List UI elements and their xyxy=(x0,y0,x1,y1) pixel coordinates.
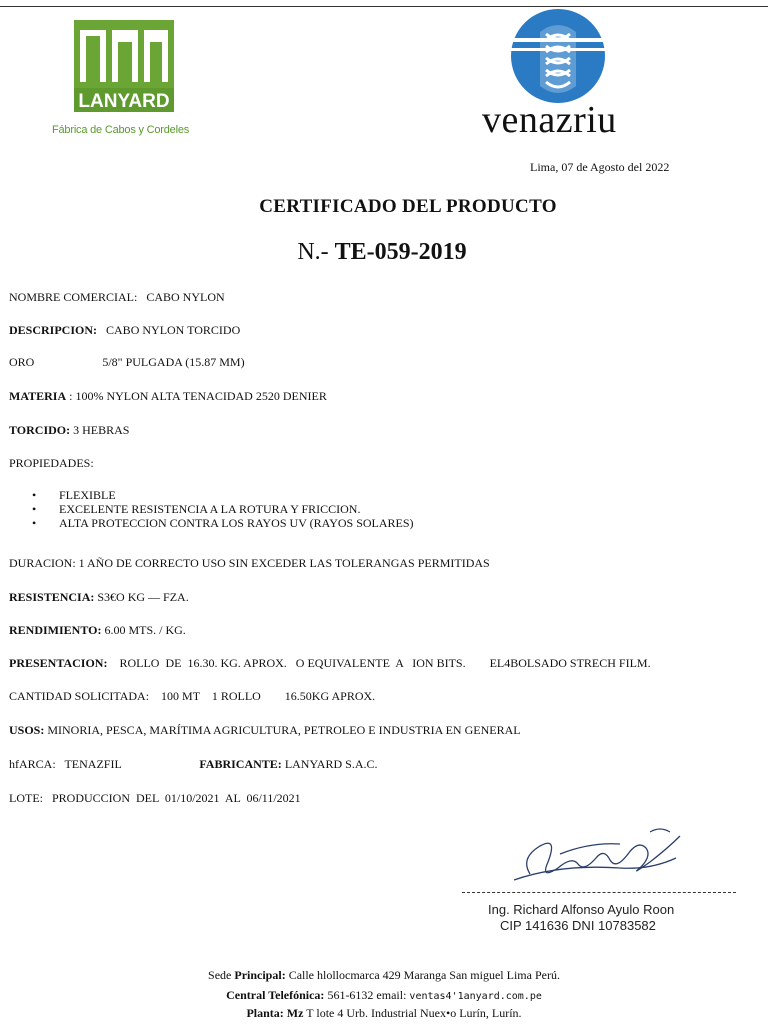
presentacion-row xyxy=(9,656,651,671)
certificate-number-prefix: N.- xyxy=(297,239,329,265)
svg-text:LANYARD: LANYARD xyxy=(78,91,170,112)
nombre-comercial-value: CABO NYLON xyxy=(146,290,225,304)
propiedad-text: EXCELENTE RESISTENCIA A LA ROTURA Y FRICCION. xyxy=(59,502,361,516)
torcido-label: TORCIDO: xyxy=(9,423,71,437)
footer-central xyxy=(0,988,768,1003)
materia-label: MATERIA xyxy=(9,389,67,403)
propiedad-text: FLEXIBLE xyxy=(59,488,116,502)
list-item xyxy=(32,488,414,502)
presentacion-value: ROLLO DE 16.30. KG. APROX. O EQUIVALENTE A ION BITS. EL4BOLSADO STRECH FILM. xyxy=(119,656,651,670)
footer-planta xyxy=(0,1006,768,1021)
footer-planta-value: T lote 4 Urb. Industrial Nuex•o Lurín, Lurín. xyxy=(306,1006,522,1020)
nombre-comercial-row xyxy=(9,290,225,305)
resistencia-row xyxy=(9,590,189,605)
lote-row: LOTE: PRODUCCION DEL 01/10/2021 AL 06/11/2021 xyxy=(9,791,301,805)
venazriu-logo-icon xyxy=(510,8,606,104)
usos-value: MINORIA, PESCA, MARÍTIMA AGRICULTURA, PETROLEO E INDUSTRIA EN GENERAL xyxy=(47,723,521,737)
document-date: Lima, 07 de Agosto del 2022 xyxy=(530,160,670,174)
rendimiento-row xyxy=(9,623,186,638)
resistencia-label: RESISTENCIA: xyxy=(9,590,95,604)
certificate-number xyxy=(0,239,764,266)
presentacion-label: PRESENTACION: xyxy=(9,656,108,670)
footer-central-value: 561-6132 email: xyxy=(327,988,407,1002)
cantidad-value: 100 MT 1 ROLLO 16.50KG APROX. xyxy=(161,689,376,703)
cantidad-label: CANTIDAD SOLICITADA: xyxy=(9,689,150,703)
nombre-comercial-label: NOMBRE COMERCIAL: xyxy=(9,290,138,304)
bullet-icon: • xyxy=(32,488,37,502)
marca-row xyxy=(9,757,378,772)
rendimiento-label: RENDIMIENTO: xyxy=(9,623,102,637)
document-title: CERTIFICADO DEL PRODUCTO xyxy=(259,196,557,217)
footer-sede-label: Principal: xyxy=(234,968,286,982)
certificate-number-code: TE-059-2019 xyxy=(334,239,467,265)
bullet-icon: • xyxy=(32,502,37,516)
signature-name: Ing. Richard Alfonso Ayulo Roon xyxy=(488,902,675,917)
materia-value: : 100% NYLON ALTA TENACIDAD 2520 DENIER xyxy=(69,389,327,403)
torcido-row xyxy=(9,423,129,438)
oro-row xyxy=(9,355,245,370)
oro-value: 5/8" PULGADA (15.87 MM) xyxy=(102,355,245,369)
propiedad-text: ALTA PROTECCION CONTRA LOS RAYOS UV (RAYOS SOLARES) xyxy=(59,516,414,530)
footer-email-link[interactable]: ventas4'1anyard.com.pe xyxy=(409,991,542,1002)
lanyard-subtitle: Fábrica de Cabos y Cordeles xyxy=(52,124,190,136)
signature-cip: CIP 141636 DNI 10783582 xyxy=(500,918,656,933)
descripcion-label: DESCRIPCION: xyxy=(9,323,98,337)
duracion-row: DURACION: 1 AÑO DE CORRECTO USO SIN EXCEDER LAS TOLERANGAS PERMITIDAS xyxy=(9,556,490,570)
marca-value: TENAZFIL xyxy=(64,757,122,771)
propiedades-list xyxy=(32,488,414,530)
fabricante-value: LANYARD S.A.C. xyxy=(284,757,378,771)
footer-central-label: Central Telefónica: xyxy=(226,988,325,1002)
footer-sede-prefix: Sede xyxy=(208,968,232,982)
cantidad-row xyxy=(9,689,375,704)
propiedades-label: PROPIEDADES: xyxy=(9,456,94,470)
footer-sede-value: Calle hlollocmarca 429 Maranga San miguel Lima Perú. xyxy=(288,968,560,982)
signature-icon xyxy=(500,818,690,898)
signature-line xyxy=(462,892,736,893)
footer-sede xyxy=(0,968,768,983)
resistencia-value: S3€O KG — FZA. xyxy=(97,590,189,604)
list-item xyxy=(32,502,414,516)
list-item xyxy=(32,516,414,530)
fabricante-label: FABRICANTE: xyxy=(199,757,282,771)
venazriu-brand-name: venazriu xyxy=(482,99,617,141)
top-border-line xyxy=(0,6,768,7)
usos-label: USOS: xyxy=(9,723,45,737)
lanyard-logo-icon xyxy=(74,20,174,112)
materia-row xyxy=(9,389,327,404)
marca-label: hfARCA: xyxy=(9,757,56,771)
footer-planta-label: Planta: Mz xyxy=(246,1006,304,1020)
torcido-value: 3 HEBRAS xyxy=(73,423,130,437)
usos-row xyxy=(9,723,521,738)
descripcion-value: CABO NYLON TORCIDO xyxy=(106,323,241,337)
descripcion-row xyxy=(9,323,240,338)
rendimiento-value: 6.00 MTS. / KG. xyxy=(104,623,186,637)
bullet-icon: • xyxy=(32,516,37,530)
oro-label: ORO xyxy=(9,355,35,369)
